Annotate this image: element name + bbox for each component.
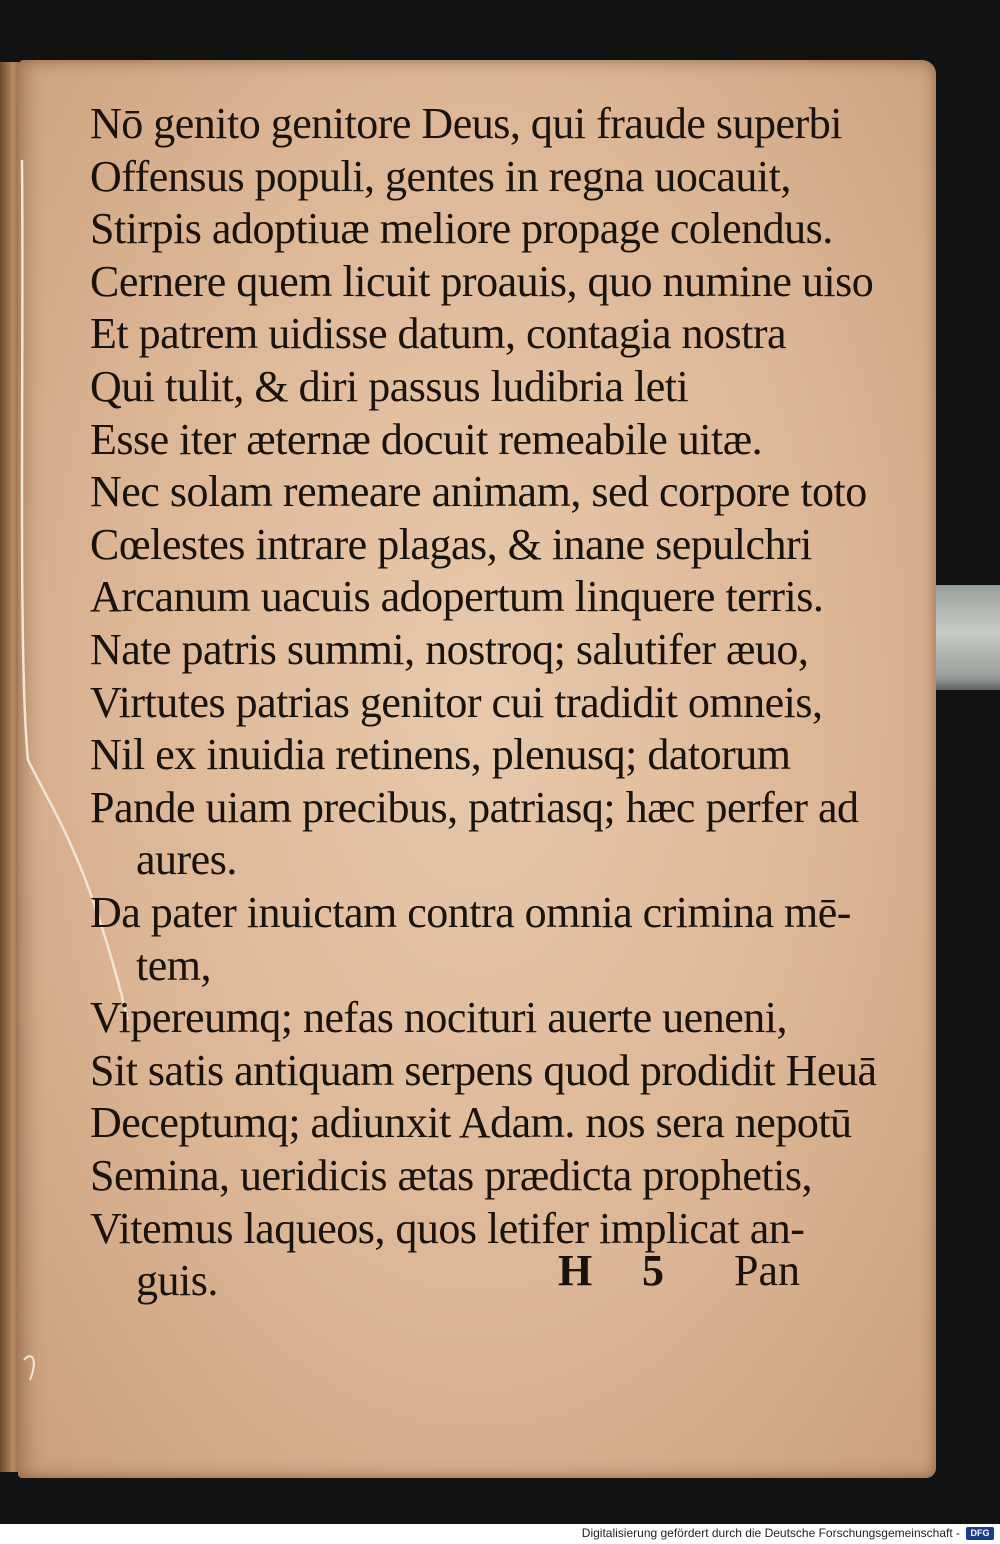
text-line: Vipereumq; nefas nocituri auerte ueneni, [90, 993, 787, 1043]
text-line: Esse iter æternæ docuit remeabile uitæ. [90, 414, 763, 464]
dfg-logo: DFG [966, 1527, 994, 1540]
text-line: Nō genito genitore Deus, qui fraude superbi [90, 99, 842, 148]
text-line: Cœlestes intrare plagas, & inane sepulchri [90, 519, 812, 569]
signature-number: 5 [642, 1246, 664, 1295]
text-line: tem, [136, 940, 211, 990]
text-line: Vitemus laqueos, quos letifer implicat an- [90, 1203, 805, 1253]
text-line: Arcanum uacuis adopertum linquere terris. [90, 572, 824, 622]
text-line: guis. [136, 1256, 218, 1306]
text-line: Pande uiam precibus, patriasq; hæc perfer ad [90, 782, 859, 832]
text-line: Sit satis antiquam serpens quod prodidit Heuā [90, 1045, 877, 1095]
text-line: Offensus populi, gentes in regna uocauit, [90, 151, 791, 201]
signature-line [558, 1245, 798, 1295]
text-line: Nate patris summi, nostroq; salutifer æuo, [90, 625, 809, 674]
text-line: Nil ex inuidia retinens, plenusq; datorum [90, 730, 791, 780]
text-line: aures. [136, 835, 237, 885]
text-line: Nec solam remeare animam, sed corpore toto [90, 467, 867, 517]
text-line: Deceptumq; adiunxit Adam. nos sera nepotū [90, 1098, 852, 1148]
book-page [18, 60, 936, 1478]
text-line: Et patrem uidisse datum, contagia nostra [90, 309, 787, 359]
catchword: Pan [734, 1246, 800, 1295]
footer-bar [0, 1524, 1000, 1544]
text-line: Cernere quem licuit proauis, quo numine uiso [90, 256, 874, 306]
signature-letter: H [558, 1246, 593, 1295]
text-line: Da pater inuictam contra omnia crimina mē- [90, 888, 851, 937]
text-line: Semina, ueridicis ætas prædicta prophetis, [90, 1151, 812, 1200]
text-line: Stirpis adoptiuæ meliore propage colendus. [90, 204, 833, 254]
text-line: Qui tulit, & diri passus ludibria leti [90, 362, 689, 411]
footer-credit: Digitalisierung gefördert durch die Deutsche Forschungsgemeinschaft - [581, 1526, 960, 1540]
text-line: Virtutes patrias genitor cui tradidit omneis, [90, 677, 823, 727]
